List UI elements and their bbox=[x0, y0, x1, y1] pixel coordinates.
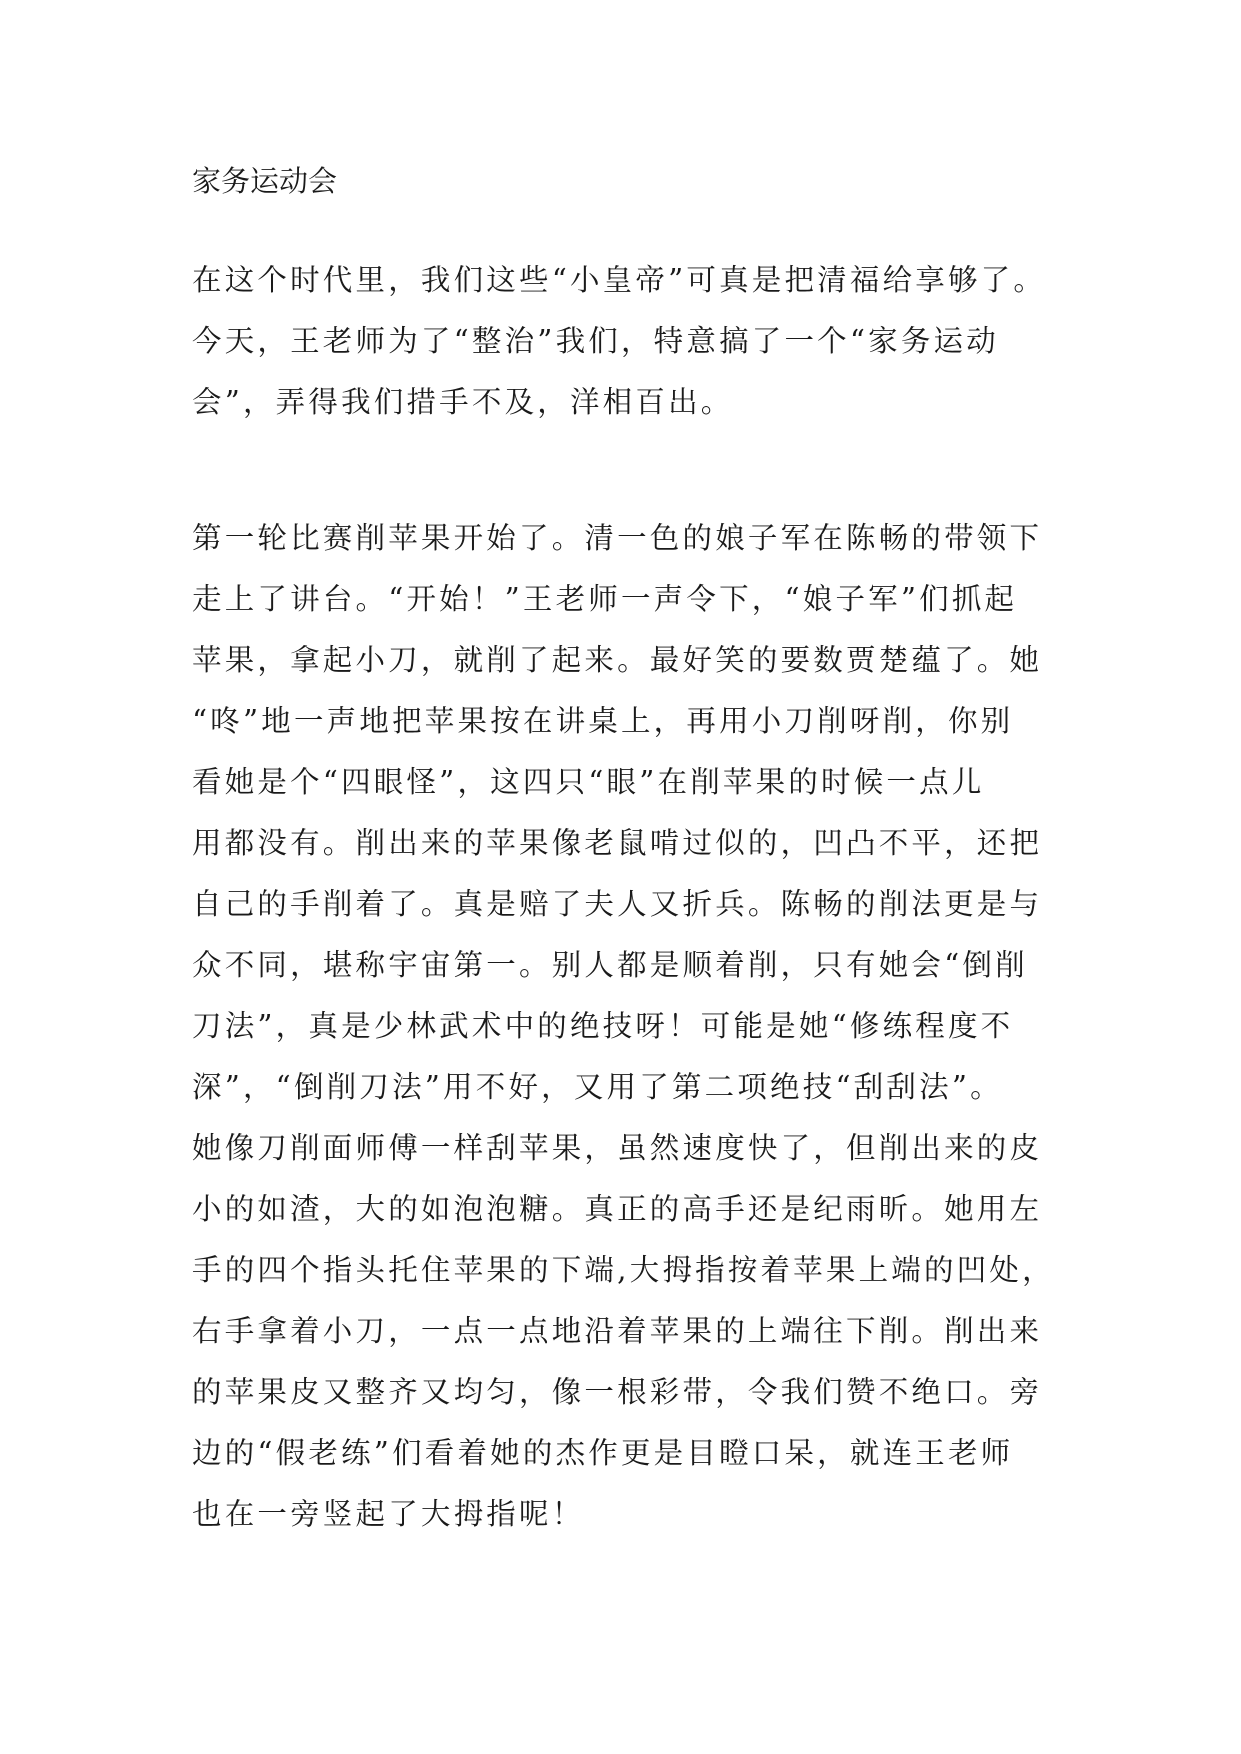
text-line: 看她是个“四眼怪”，这四只“眼”在削苹果的时候一点儿 bbox=[192, 765, 985, 799]
text-line: 右手拿着小刀，一点一点地沿着苹果的上端往下削。削出来 bbox=[192, 1314, 1043, 1348]
text-line: 她像刀削面师傅一样刮苹果，虽然速度快了，但削出来的皮 bbox=[192, 1131, 1043, 1165]
text-line: 走上了讲台。“开始！”王老师一声令下，“娘子军”们抓起 bbox=[192, 582, 1018, 616]
paragraph-intro bbox=[192, 250, 1046, 433]
text-line: 也在一旁竖起了大拇指呢！ bbox=[192, 1497, 585, 1531]
text-line: 用都没有。削出来的苹果像老鼠啃过似的，凹凸不平，还把 bbox=[192, 826, 1043, 860]
text-line: 众不同，堪称宇宙第一。别人都是顺着削，只有她会“倒削 bbox=[192, 948, 1028, 982]
text-line: 第一轮比赛削苹果开始了。清一色的娘子军在陈畅的带领下 bbox=[192, 521, 1043, 555]
text-line: 刀法”，真是少林武术中的绝技呀！可能是她“修练程度不 bbox=[192, 1009, 1014, 1043]
text-line: “咚”地一声地把苹果按在讲桌上，再用小刀削呀削，你别 bbox=[192, 704, 1014, 738]
document-title: 家务运动会 bbox=[192, 164, 338, 198]
text-line: 手的四个指头托住苹果的下端,大拇指按着苹果上端的凹处， bbox=[192, 1253, 1055, 1287]
text-line: 边的“假老练”们看着她的杰作更是目瞪口呆，就连王老师 bbox=[192, 1436, 1014, 1470]
text-line: 苹果，拿起小刀，就削了起来。最好笑的要数贾楚蕴了。她 bbox=[192, 643, 1043, 677]
text-line: 小的如渣，大的如泡泡糖。真正的高手还是纪雨昕。她用左 bbox=[192, 1192, 1043, 1226]
text-line: 自己的手削着了。真是赔了夫人又折兵。陈畅的削法更是与 bbox=[192, 887, 1043, 921]
text-line: 在这个时代里，我们这些“小皇帝”可真是把清福给享够了。 bbox=[192, 263, 1047, 297]
text-line: 的苹果皮又整齐又均匀，像一根彩带，令我们赞不绝口。旁 bbox=[192, 1375, 1043, 1409]
paragraph-apple-peeling bbox=[192, 508, 1055, 1545]
text-line: 会”，弄得我们措手不及，洋相百出。 bbox=[192, 385, 734, 419]
text-line: 深”，“倒削刀法”用不好，又用了第二项绝技“刮刮法”。 bbox=[192, 1070, 1003, 1104]
text-line: 今天，王老师为了“整治”我们，特意搞了一个“家务运动 bbox=[192, 324, 999, 358]
